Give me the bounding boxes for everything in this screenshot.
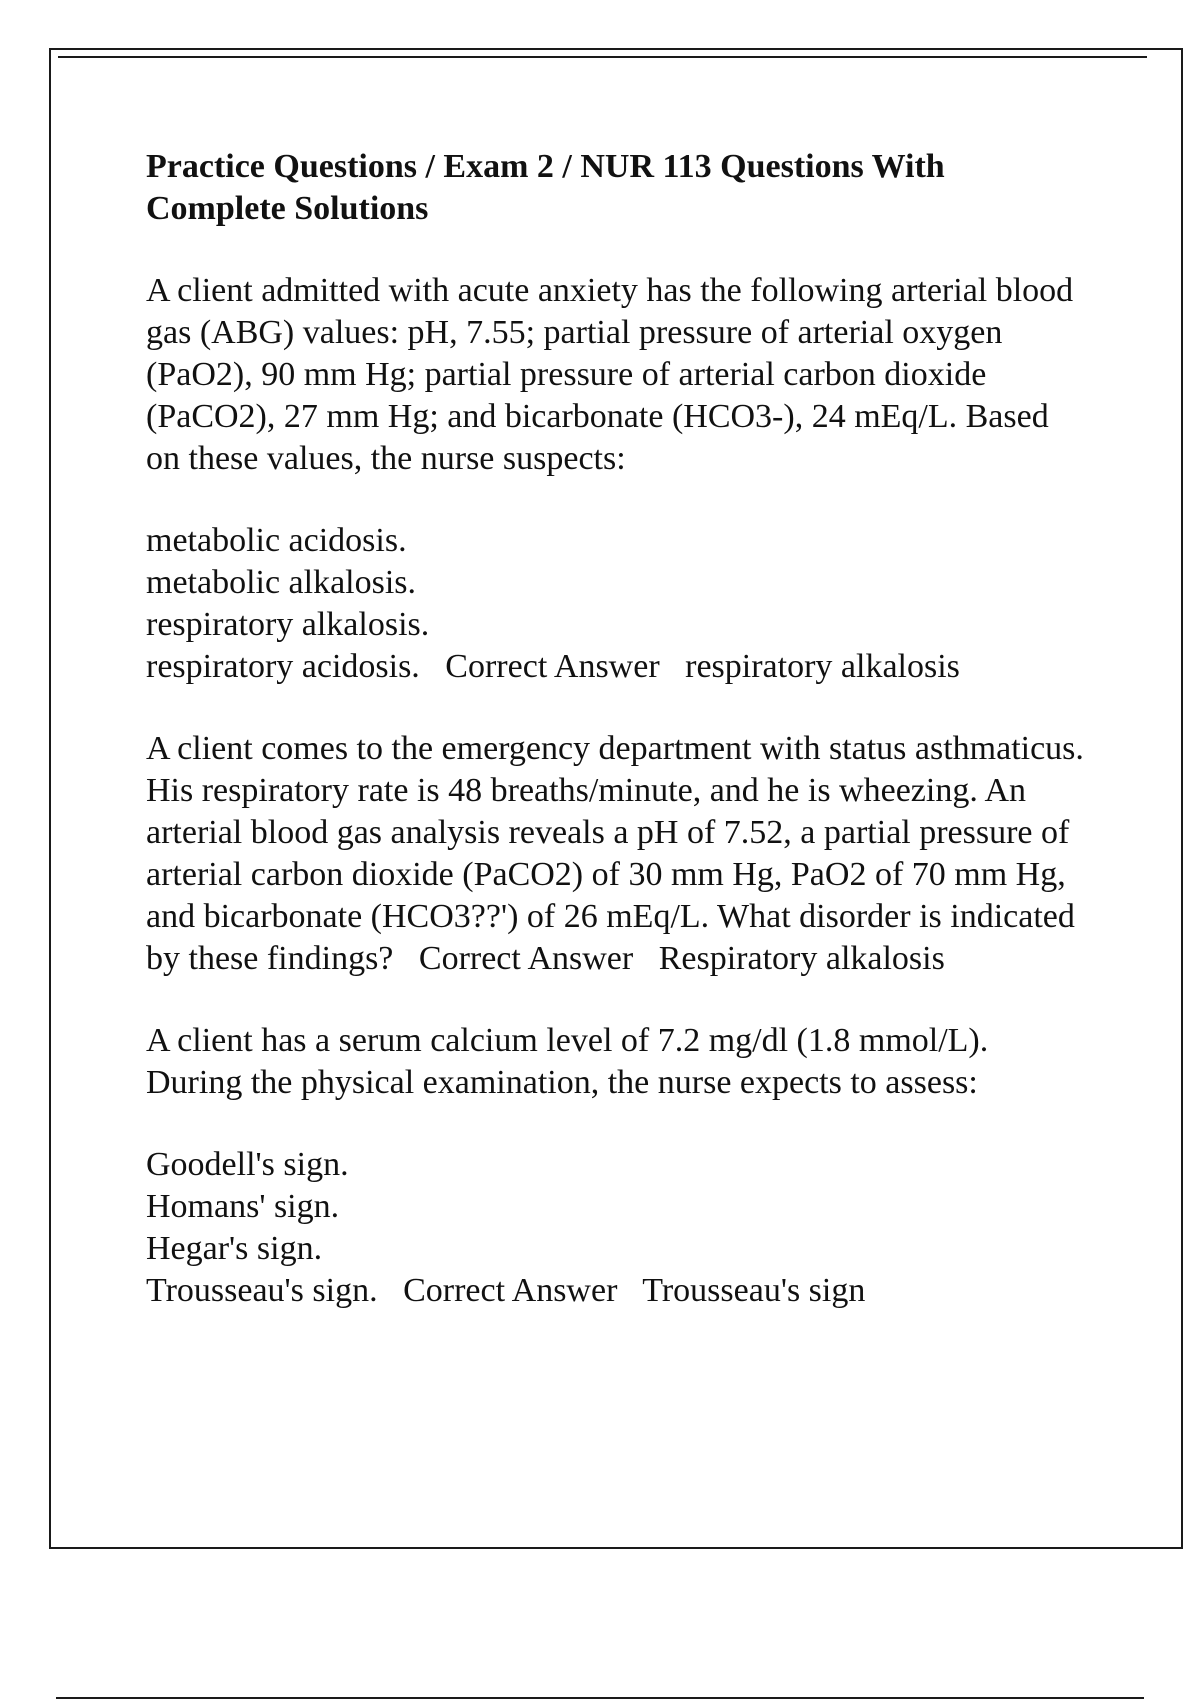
option-line-with-answer: respiratory acidosis. Correct Answer respiratory alkalosis	[146, 648, 960, 685]
document-title: Practice Questions / Exam 2 / NUR 113 Questions With Complete Solutions	[146, 148, 945, 227]
option-line: respiratory alkalosis.	[146, 606, 430, 643]
option-line-with-answer: Trousseau's sign. Correct Answer Trousseau's sign	[146, 1272, 866, 1309]
question-3-text: A client has a serum calcium level of 7.2 mg/dl (1.8 mmol/L). During the physical examination, the nurse expects to assess:	[146, 1022, 997, 1101]
question-2-text: A client comes to the emergency department with status asthmaticus. His respiratory rate is 48 breaths/minute, and he is wheezing. An arterial blood gas analysis reveals a pH of 7.52, a partial pressure of arterial carbon dioxide (PaCO2) of 30 mm Hg, PaO2 of 70 mm Hg, and bicarbonate (HCO3??') of 26 mEq/L. What disorder is indicated by these findings? Correct Answer Respiratory alkalosis	[146, 730, 1093, 977]
option-line: Goodell's sign.	[146, 1146, 349, 1183]
bottom-rule	[56, 1697, 1144, 1699]
option-line: Homans' sign.	[146, 1188, 340, 1225]
option-line: Hegar's sign.	[146, 1230, 323, 1267]
option-line: metabolic alkalosis.	[146, 564, 417, 601]
document-body	[146, 146, 1093, 1352]
top-rule	[58, 56, 1147, 58]
question-1-options	[146, 520, 1086, 688]
question-1-text: A client admitted with acute anxiety has the following arterial blood gas (ABG) values: pH, 7.55; partial pressure of arterial oxygen (PaO2), 90 mm Hg; partial pressure of arterial carbon dioxide (PaCO2), 27 mm Hg; and bicarbonate (HCO3-), 24 mEq/L. Based on these values, the nurse suspects:	[146, 272, 1082, 477]
option-line: metabolic acidosis.	[146, 522, 407, 559]
question-3-options	[146, 1144, 1086, 1312]
